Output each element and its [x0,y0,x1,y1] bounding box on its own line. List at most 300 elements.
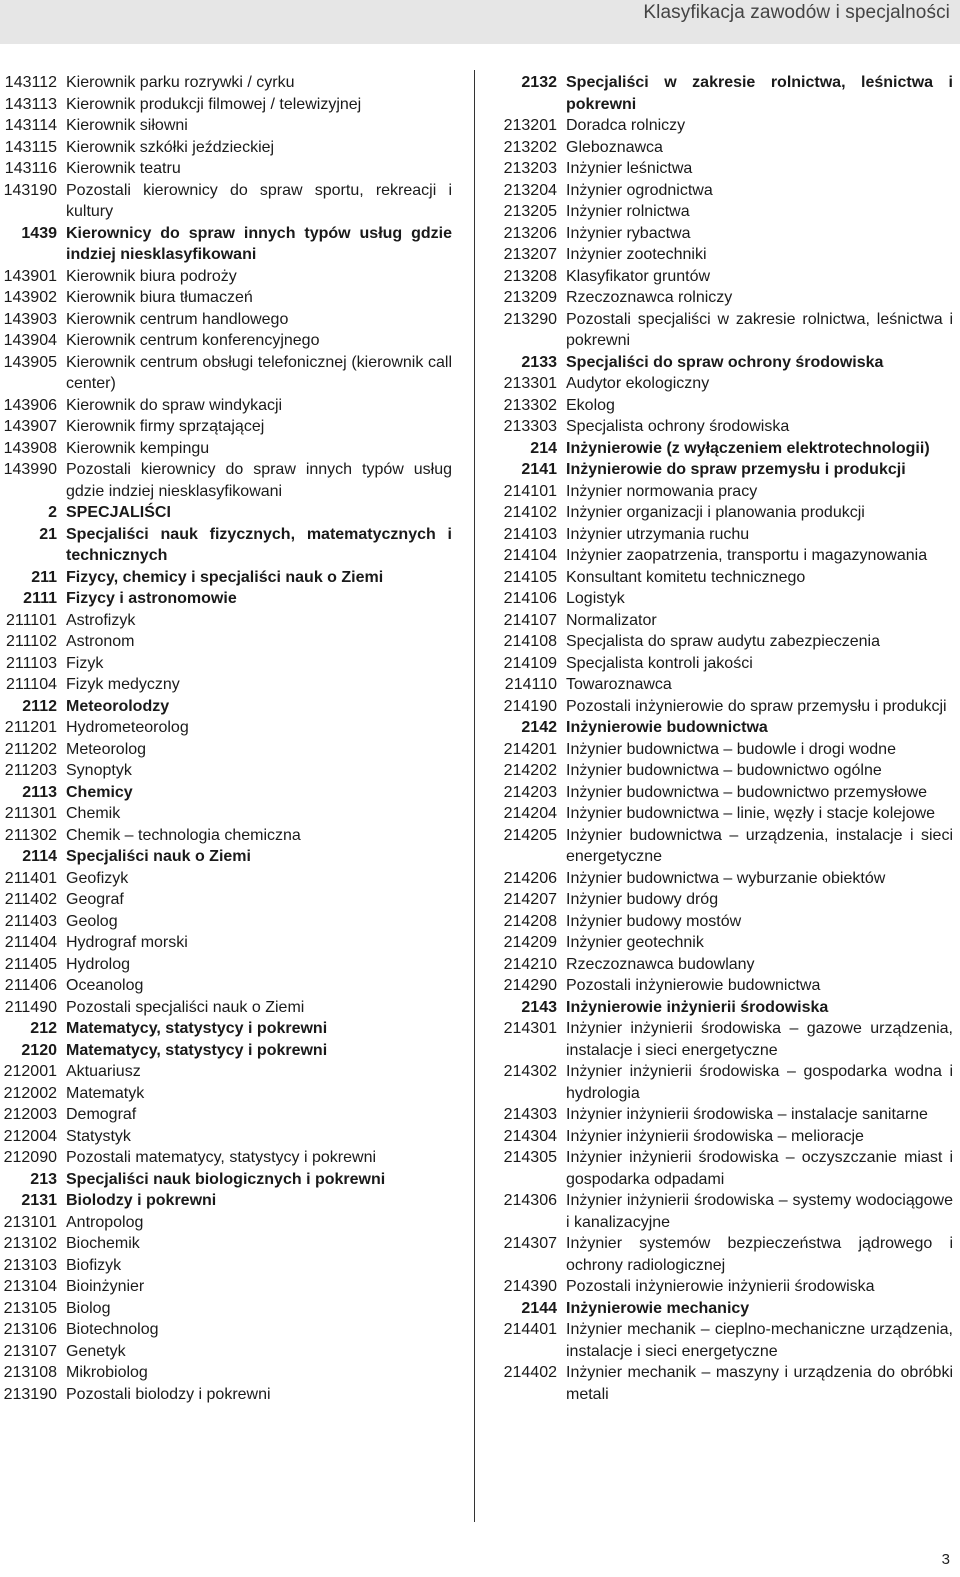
classification-entry [497,889,953,911]
entry-code: 214105 [503,568,557,586]
entry-name: Specjaliści nauk biologicznych i pokrewni [66,1170,386,1188]
entry-code: 214104 [503,547,557,564]
entry-code: 213302 [503,396,557,414]
entry-code: 2132 [521,74,557,91]
entry-name: Biochemik [66,1235,140,1252]
entry-name: Inżynier leśnictwa [566,160,693,177]
entry-code: 2142 [521,719,557,736]
entry-code: 2133 [521,353,557,371]
classification-entry [497,438,953,460]
entry-name: Inżynier zaopatrzenia, transportu i magazynowania [566,547,928,564]
entry-code: 212 [30,1020,57,1037]
classification-entry [497,653,953,675]
entry-code: 211201 [4,719,57,736]
classification-entry [0,1083,452,1105]
entry-code: 214307 [503,1235,557,1252]
entry-code: 213107 [3,1342,57,1360]
entry-code: 212002 [3,1084,57,1102]
entry-name: Inżynier inżynierii środowiska – melioracje [566,1127,864,1145]
entry-name: Inżynierowie do spraw przemysłu i produkcji [566,461,906,478]
entry-name: Inżynier budownictwa – urządzenia, instalacje i sieci energetyczne [566,826,953,865]
entry-name: Antropolog [66,1213,144,1231]
classification-entry [497,567,953,589]
entry-name: Pozostali inżynierowie budownictwa [566,977,821,994]
entry-name: Ekolog [566,396,615,414]
classification-entry [0,1362,452,1384]
entry-code: 211403 [4,912,57,930]
entry-code: 214190 [503,697,557,715]
entry-code: 2111 [23,590,57,607]
entry-name: Specjalista do spraw audytu zabezpieczenia [566,633,880,650]
classification-entry [497,588,953,610]
entry-name: Pozostali inżynierowie inżynierii środowiska [566,1278,875,1295]
classification-entry [497,223,953,245]
entry-name: Astrofizyk [66,611,136,629]
classification-entry [0,266,452,288]
entry-name: Inżynierowie (z wyłączeniem elektrotechnologii) [566,439,930,457]
entry-name: Kierownik produkcji filmowej / telewizyjnej [66,95,362,113]
entry-name: Specjaliści w zakresie rolnictwa, leśnictwa i pokrewni [566,74,953,113]
entry-name: Meteorolog [66,740,147,758]
entry-name: Bioinżynier [66,1278,145,1295]
classification-entry [0,696,452,718]
entry-code: 2131 [21,1192,57,1209]
entry-name: Inżynier zootechniki [566,246,707,263]
classification-entry [0,1212,452,1234]
entry-code: 211404 [4,934,57,951]
entry-code: 214401 [503,1321,557,1338]
entry-code: 143904 [3,332,57,349]
classification-entry [497,825,953,868]
classification-entry [0,1018,452,1040]
classification-entry [497,115,953,137]
classification-entry [497,158,953,180]
entry-code: 143116 [4,160,57,177]
entry-name: Pozostali inżynierowie do spraw przemysłu i produkcji [566,697,947,715]
classification-entry [0,309,452,331]
entry-name: Inżynier budownictwa – linie, węzły i stacje kolejowe [566,805,936,822]
entry-name: Towaroznawca [566,676,672,693]
entry-code: 21 [39,525,57,543]
classification-entry [497,524,953,546]
entry-name: Inżynier ogrodnictwa [566,181,713,199]
classification-entry [497,309,953,352]
entry-name: Inżynier normowania pracy [566,482,758,500]
entry-code: 213204 [503,181,557,199]
classification-entry [0,868,452,890]
entry-name: Specjaliści nauk fizycznych, matematycznych i technicznych [66,525,452,564]
entry-name: Matematycy, statystycy i pokrewni [66,1041,328,1059]
entry-name: Pozostali specjaliści nauk o Ziemi [66,998,305,1016]
classification-entry [497,545,953,567]
classification-entry [497,782,953,804]
entry-code: 211103 [5,654,57,672]
entry-code: 143907 [3,418,57,435]
entry-name: Logistyk [566,590,625,607]
classification-entry [0,739,452,761]
entry-code: 211104 [5,676,57,693]
entry-code: 213207 [503,246,557,263]
entry-code: 213209 [503,289,557,306]
entry-code: 214103 [503,525,557,543]
classification-entry [497,932,953,954]
entry-code: 214290 [503,977,557,994]
entry-code: 214208 [503,912,557,930]
entry-code: 213105 [3,1299,57,1317]
classification-entry [0,158,452,180]
entry-name: Matematyk [66,1084,145,1102]
entry-name: Geograf [66,891,124,908]
entry-code: 213190 [3,1385,57,1403]
classification-entry [0,180,452,223]
entry-code: 211203 [4,762,57,779]
entry-name: Inżynier mechanik – cieplno-mechaniczne urządzenia, instalacje i sieci energetyczne [566,1321,953,1360]
entry-code: 143112 [4,74,57,91]
page-number: 3 [941,1551,950,1568]
entry-code: 214201 [503,740,557,758]
entry-code: 143901 [3,267,57,285]
classification-entry [0,1126,452,1148]
classification-entry [0,223,452,266]
classification-entry [0,975,452,997]
entry-code: 143908 [3,439,57,457]
entry-name: Mikrobiolog [66,1364,148,1381]
entry-code: 214210 [503,955,557,973]
classification-entry [0,1061,452,1083]
entry-name: Aktuariusz [66,1063,141,1080]
entry-code: 143190 [3,181,57,199]
entry-code: 211405 [4,955,57,973]
entry-name: Kierownik parku rozrywki / cyrku [66,74,295,91]
entry-code: 214107 [503,611,557,629]
classification-entry [0,502,452,524]
classification-entry [497,395,953,417]
entry-name: Hydrometeorolog [66,719,189,736]
classification-entry [0,416,452,438]
classification-entry [497,72,953,115]
classification-entry [0,610,452,632]
classification-entry [0,1233,452,1255]
entry-code: 214306 [503,1192,557,1209]
entry-name: Pozostali biolodzy i pokrewni [66,1385,271,1403]
entry-code: 213290 [503,310,557,328]
classification-entry [497,481,953,503]
entry-code: 211 [31,568,57,586]
classification-entry [497,674,953,696]
entry-name: Inżynierowie inżynierii środowiska [566,998,829,1016]
entry-name: Genetyk [66,1342,126,1360]
classification-entry [0,1384,452,1406]
classification-entry [497,1190,953,1233]
classification-entry [497,180,953,202]
classification-entry [0,846,452,868]
entry-name: Inżynier rybactwa [566,224,691,242]
entry-code: 2 [48,504,57,521]
classification-entry [497,1233,953,1276]
column-divider [474,70,475,1522]
classification-entry [0,782,452,804]
classification-entry [497,373,953,395]
entry-code: 213202 [503,138,557,156]
classification-entry [497,1276,953,1298]
entry-name: Biolodzy i pokrewni [66,1192,217,1209]
classification-entry [0,287,452,309]
entry-name: Inżynier systemów bezpieczeństwa jądrowego i ochrony radiologicznej [566,1235,953,1274]
entry-code: 214402 [503,1364,557,1381]
classification-entry [497,868,953,890]
entry-code: 213206 [503,224,557,242]
entry-code: 143990 [3,461,57,478]
entry-name: Inżynier inżynierii środowiska – oczyszczanie miast i gospodarka odpadami [566,1149,953,1188]
entry-code: 213301 [503,375,557,392]
entry-name: Audytor ekologiczny [566,375,710,392]
entry-code: 214106 [503,590,557,607]
entry-name: Gleboznawca [566,138,663,156]
entry-name: Rzeczoznawca rolniczy [566,289,733,306]
classification-entry [0,395,452,417]
entry-code: 143114 [4,117,57,134]
entry-name: Kierownik centrum konferencyjnego [66,332,320,349]
entry-code: 2112 [22,697,57,715]
entry-code: 143905 [3,353,57,371]
classification-entry [0,352,452,395]
entry-name: Fizyk [66,654,104,672]
classification-entry [497,1298,953,1320]
entry-code: 213102 [3,1235,57,1252]
classification-entry [0,94,452,116]
entry-code: 2143 [521,998,557,1016]
entry-code: 213205 [503,203,557,220]
classification-entry [0,438,452,460]
entry-name: Chemik – technologia chemiczna [66,826,301,844]
entry-name: Kierownik kempingu [66,439,210,457]
entry-code: 214305 [503,1149,557,1166]
classification-entry [497,1362,953,1405]
entry-name: Inżynier organizacji i planowania produkcji [566,504,865,521]
entry-name: Specjalista kontroli jakości [566,654,753,672]
entry-name: Specjaliści do spraw ochrony środowiska [566,353,884,371]
entry-name: Chemicy [66,783,133,801]
classification-entry [497,717,953,739]
classification-entry [0,115,452,137]
entry-name: Kierownik siłowni [66,117,188,134]
classification-entry [497,760,953,782]
classification-entry [497,1319,953,1362]
entry-code: 214390 [503,1278,557,1295]
classification-entry [497,975,953,997]
classification-entry [0,72,452,94]
classification-entry [0,567,452,589]
entry-name: Astronom [66,633,135,650]
entry-code: 214109 [503,654,557,672]
entry-code: 214101 [503,482,557,500]
entry-code: 213203 [503,160,557,177]
entry-name: Inżynier inżynierii środowiska – systemy wodociągowe i kanalizacyjne [566,1192,953,1231]
entry-name: Inżynierowie mechanicy [566,1299,750,1317]
classification-entry [0,1298,452,1320]
classification-entry [497,459,953,481]
classification-entry [497,266,953,288]
entry-name: Konsultant komitetu technicznego [566,568,806,586]
classification-entry [497,739,953,761]
entry-name: Pozostali kierownicy do spraw sportu, rekreacji i kultury [66,181,452,220]
entry-code: 214302 [503,1063,557,1080]
entry-code: 143115 [4,138,57,156]
entry-name: Kierownik do spraw windykacji [66,396,283,414]
entry-code: 2114 [22,848,57,865]
entry-name: Hydrograf morski [66,934,188,951]
classification-entry [497,1018,953,1061]
classification-entry [497,1147,953,1190]
entry-code: 213208 [503,267,557,285]
entry-code: 213104 [3,1278,57,1295]
entry-name: Kierownicy do spraw innych typów usług gdzie indziej niesklasyfikowani [66,224,452,263]
entry-code: 212004 [3,1127,57,1145]
classification-entry [0,1169,452,1191]
entry-code: 211202 [4,740,57,758]
classification-entry [0,889,452,911]
classification-entry [0,1104,452,1126]
entry-code: 213106 [3,1321,57,1338]
classification-entry [497,954,953,976]
entry-name: Biolog [66,1299,111,1317]
entry-name: Fizycy i astronomowie [66,590,237,607]
entry-name: Geofizyk [66,869,129,887]
entry-code: 211301 [4,805,57,822]
classification-entry [0,1319,452,1341]
entry-name: Pozostali kierownicy do spraw innych typów usług gdzie indziej niesklasyfikowani [66,461,452,500]
classification-entry [0,911,452,933]
entry-code: 214108 [503,633,557,650]
entry-code: 213 [30,1170,57,1188]
entry-name: Specjalista ochrony środowiska [566,418,790,435]
entry-name: Inżynierowie budownictwa [566,719,768,736]
entry-name: Normalizator [566,611,657,629]
entry-code: 143113 [4,95,57,113]
entry-name: Inżynier budownictwa – budownictwo przemysłowe [566,783,928,801]
entry-name: Fizycy, chemicy i specjaliści nauk o Ziemi [66,568,384,586]
entry-code: 212003 [3,1106,57,1123]
entry-code: 214207 [503,891,557,908]
entry-name: Geolog [66,912,118,930]
classification-entry [497,911,953,933]
classification-entry [0,1040,452,1062]
entry-name: Kierownik centrum handlowego [66,310,289,328]
classification-entry [0,459,452,502]
entry-code: 2113 [22,783,57,801]
entry-code: 214206 [503,869,557,887]
classification-entry [497,201,953,223]
entry-name: Inżynier mechanik – maszyny i urządzenia do obróbki metali [566,1364,953,1403]
entry-name: Meteorolodzy [66,697,170,715]
entry-code: 213108 [3,1364,57,1381]
entry-name: Inżynier inżynierii środowiska – gospodarka wodna i hydrologia [566,1063,953,1102]
entry-code: 214203 [503,783,557,801]
classification-entry [497,137,953,159]
classification-entry [0,1276,452,1298]
entry-name: Kierownik biura podroży [66,267,237,285]
entry-name: Inżynier budownictwa – wyburzanie obiektów [566,869,886,887]
classification-entry [497,502,953,524]
entry-code: 211490 [4,998,57,1016]
entry-code: 2144 [521,1299,557,1317]
classification-entry [0,803,452,825]
classification-entry [0,631,452,653]
classification-entry [0,1255,452,1277]
classification-entry [497,287,953,309]
entry-code: 214301 [503,1020,557,1037]
entry-code: 211102 [5,633,57,650]
classification-entry [497,631,953,653]
entry-name: Matematycy, statystycy i pokrewni [66,1020,328,1037]
entry-code: 2141 [521,461,557,478]
entry-code: 213201 [503,117,557,134]
classification-entry [497,997,953,1019]
classification-entry [0,760,452,782]
entry-code: 143902 [3,289,57,306]
classification-entry [497,610,953,632]
classification-entry [0,717,452,739]
entry-name: Fizyk medyczny [66,676,180,693]
entry-name: Hydrolog [66,955,131,973]
entry-code: 214209 [503,934,557,951]
entry-name: Kierownik szkółki jeździeckiej [66,138,275,156]
left-column [0,72,452,1405]
classification-entry [0,137,452,159]
right-column [497,72,953,1405]
entry-name: Klasyfikator gruntów [566,267,711,285]
entry-name: Inżynier budowy mostów [566,912,742,930]
classification-entry [0,997,452,1019]
entry-name: Kierownik biura tłumaczeń [66,289,253,306]
entry-name: Inżynier utrzymania ruchu [566,525,750,543]
entry-name: Pozostali specjaliści w zakresie rolnictwa, leśnictwa i pokrewni [566,310,953,349]
entry-code: 214102 [503,504,557,521]
classification-entry [497,1126,953,1148]
entry-name: Biofizyk [66,1256,122,1274]
entry-name: Oceanolog [66,977,144,994]
classification-entry [497,352,953,374]
entry-code: 214 [530,439,557,457]
classification-entry [497,416,953,438]
entry-code: 213103 [3,1256,57,1274]
entry-name: Inżynier geotechnik [566,934,704,951]
classification-entry [0,954,452,976]
entry-name: Inżynier budownictwa – budownictwo ogólne [566,762,882,779]
classification-entry [0,932,452,954]
classification-entry [0,524,452,567]
entry-name: Inżynier rolnictwa [566,203,690,220]
entry-code: 214303 [503,1106,557,1123]
classification-entry [497,803,953,825]
entry-name: Synoptyk [66,762,132,779]
entry-name: Inżynier budowy dróg [566,891,719,908]
page-header [0,0,960,44]
entry-code: 214204 [503,805,557,822]
entry-name: Demograf [66,1106,137,1123]
entry-name: Doradca rolniczy [566,117,686,134]
classification-entry [0,653,452,675]
classification-entry [0,330,452,352]
classification-entry [497,1061,953,1104]
entry-code: 211402 [4,891,57,908]
classification-entry [0,825,452,847]
entry-code: 1439 [21,224,57,242]
entry-name: Pozostali matematycy, statystycy i pokrewni [66,1149,377,1166]
entry-name: Inżynier inżynierii środowiska – gazowe urządzenia, instalacje i sieci energetyczne [566,1020,953,1059]
entry-code: 213101 [3,1213,57,1231]
classification-entry [497,244,953,266]
